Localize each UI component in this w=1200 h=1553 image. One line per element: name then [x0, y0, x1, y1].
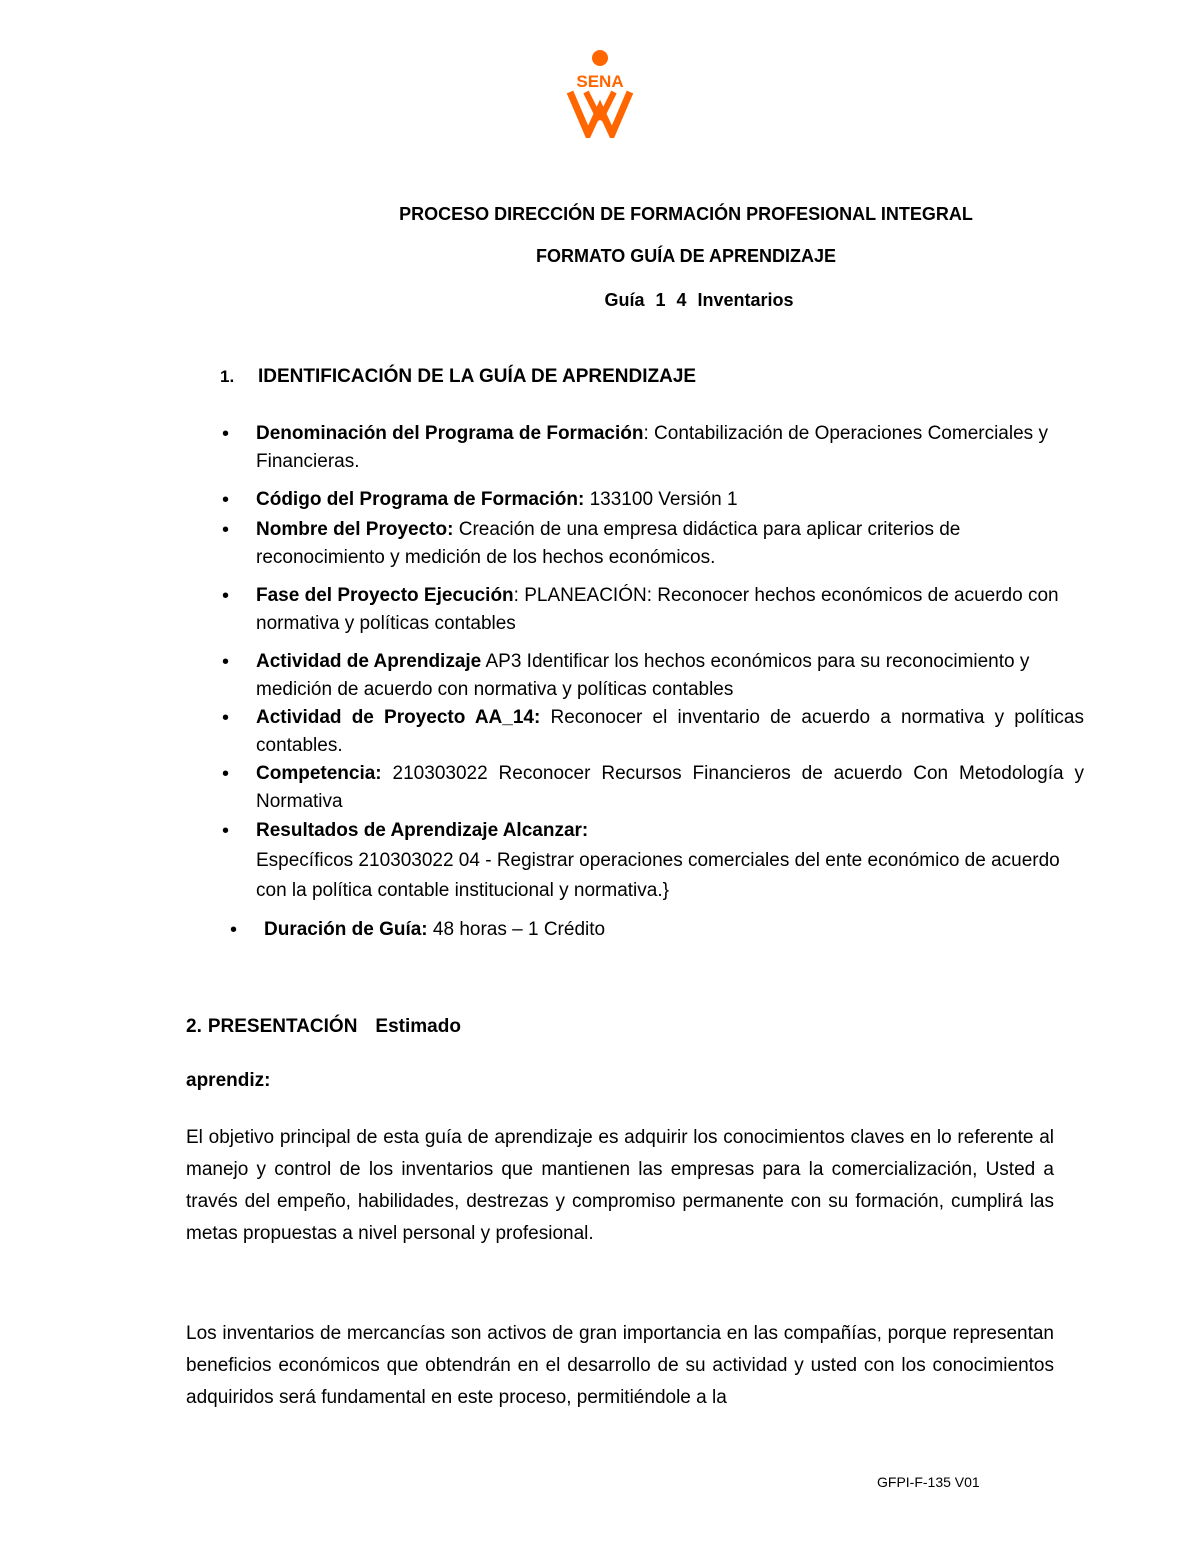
identification-list [256, 420, 1084, 944]
section1-heading [220, 366, 696, 388]
list-item [256, 486, 1084, 516]
list-item [256, 516, 1084, 582]
item-label: Código del Programa de Formación: [256, 489, 585, 510]
item-text: 133100 Versión 1 [584, 489, 738, 510]
list-item [256, 704, 1084, 760]
item-label: Resultados de Aprendizaje Alcanzar: [256, 820, 589, 841]
item-text: Reconocer el inventario de acuerdo a normativa y políticas contables. [256, 707, 1084, 756]
item-label: Actividad de Proyecto AA_14: [256, 707, 541, 728]
item-text: Específicos 210303022 04 - Registrar operaciones comerciales del ente económico de acuerdo con la política contable institucional y normativa.} [256, 850, 1060, 901]
process-title: PROCESO DIRECCIÓN DE FORMACIÓN PROFESIONAL INTEGRAL [399, 204, 973, 224]
item-text: 48 horas – 1 Crédito [427, 919, 606, 940]
guide-title: Guía 1 4 Inventarios [604, 290, 794, 310]
presentation-paragraph-2: Los inventarios de mercancías son activos de gran importancia en las compañías, porque representan beneficios económicos que obtendrán en el desarrollo de su actividad y usted con los conocimientos adquiridos será fundamental en este proceso, permitiéndole a la [186, 1323, 1054, 1408]
item-text: : PLANEACIÓN: Reconocer hechos económicos de acuerdo con normativa y políticas contables [256, 585, 1059, 634]
list-item [256, 582, 1084, 648]
item-text: Creación de una empresa didáctica para aplicar criterios de reconocimiento y medición de los hechos económicos. [256, 519, 961, 568]
greeting-first: Estimado [375, 1016, 461, 1037]
list-item [256, 648, 1084, 704]
item-label: Fase del Proyecto Ejecución [256, 585, 514, 606]
format-title: FORMATO GUÍA DE APRENDIZAJE [535, 246, 836, 266]
section2-title: PRESENTACIÓN [207, 1016, 358, 1037]
sena-logo-icon [556, 50, 644, 138]
section2-heading [186, 1016, 461, 1038]
presentation-paragraph-1: El objetivo principal de esta guía de aprendizaje es adquirir los conocimientos claves en lo referente al manejo y control de los inventarios que mantienen las empresas para la comercialización, Usted a través del empeño, habilidades, destrezas y compromiso permanente con su formación, cumplirá las metas propuestas a nivel personal y profesional. [186, 1127, 1054, 1244]
list-item [256, 816, 1084, 912]
section2-number: 2. [186, 1016, 202, 1037]
item-text: AP3 Identificar los hechos económicos para su reconocimiento y medición de acuerdo con normativa y políticas contables [256, 651, 1030, 700]
item-label: Actividad de Aprendizaje [256, 651, 482, 672]
item-text: : Contabilización de Operaciones Comerciales y Financieras. [256, 423, 1048, 472]
section1-number: 1. [220, 367, 235, 386]
greeting-second: aprendiz: [186, 1070, 271, 1091]
section1-title: IDENTIFICACIÓN DE LA GUÍA DE APRENDIZAJE [258, 366, 697, 387]
item-label: Denominación del Programa de Formación [256, 423, 644, 444]
footer-code: GFPI-F-135 V01 [877, 1474, 980, 1490]
item-label: Nombre del Proyecto: [256, 519, 454, 540]
item-label: Competencia: [256, 763, 382, 784]
list-item [256, 760, 1084, 816]
list-item [264, 916, 1084, 944]
item-text: 210303022 Reconocer Recursos Financieros de acuerdo Con Metodología y Normativa [256, 763, 1084, 812]
sena-logo [556, 50, 644, 138]
list-item [256, 420, 1084, 486]
item-label: Duración de Guía: [264, 919, 428, 940]
logo-text: SENA [576, 72, 624, 91]
